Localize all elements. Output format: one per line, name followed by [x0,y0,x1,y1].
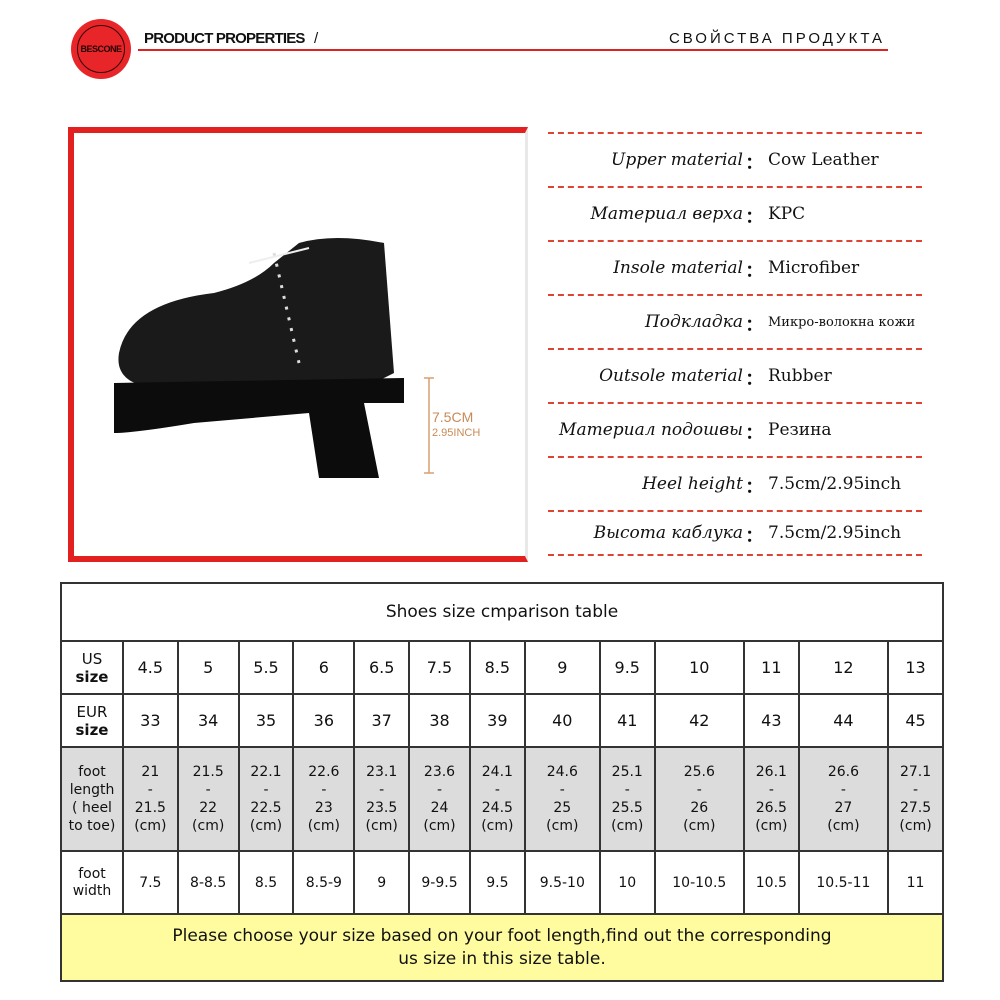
eur-size-header [61,694,123,747]
length-from: 26.6 [827,763,859,780]
foot-width-header [61,851,123,914]
property-value: 7.5cm/2.95inch [768,523,902,543]
label: ( heel [72,800,112,816]
length-to: 23.5 [366,800,398,816]
colon: ： [745,473,765,498]
label: foot [78,763,106,780]
label: size [75,720,109,739]
property-label: Insole material [613,258,743,278]
eur-size-cell: 35 [239,694,294,747]
eur-size-cell: 39 [470,694,525,747]
property-row [548,402,922,456]
length-to: 26.5 [755,800,787,816]
property-value: Резина [768,420,832,440]
property-label: Материал верха [590,204,743,224]
heel-height-cm: 7.5CM [432,409,474,425]
brand-logo-text: BESCONE [77,25,125,73]
unit: (cm) [134,818,167,835]
unit: (cm) [481,818,514,835]
length-to: 26 [690,800,709,816]
eur-size-cell: 44 [799,694,888,747]
table-title: Shoes size cmparison table [61,583,943,641]
colon: ： [745,203,765,228]
foot-length-cell: 26.1 - 26.5 (cm) [744,747,799,851]
length-from: 22.6 [308,763,340,780]
foot-width-cell: 11 [888,851,943,914]
property-row [548,132,922,186]
length-to: 25 [553,800,572,816]
eur-size-cell: 37 [354,694,409,747]
eur-size-cell: 40 [525,694,600,747]
property-row [548,240,922,294]
property-row [548,186,922,240]
foot-length-cell: 24.1 - 24.5 (cm) [470,747,525,851]
us-size-cell: 7.5 [409,641,470,694]
us-size-cell: 4.5 [123,641,178,694]
foot-width-cell: 10-10.5 [655,851,744,914]
eur-size-cell: 33 [123,694,178,747]
unit: (cm) [899,818,932,835]
us-size-header [61,641,123,694]
property-value: KPC [768,204,806,224]
foot-length-cell: 23.6 - 24 (cm) [409,747,470,851]
length-from: 27.1 [899,763,932,780]
foot-length-cell: 24.6 - 25 (cm) [525,747,600,851]
us-size-cell: 9.5 [600,641,655,694]
length-to: 22 [199,800,218,816]
us-size-cell: 5.5 [239,641,294,694]
property-label: Heel height [642,474,743,494]
length-from: 22.1 [250,763,282,780]
us-size-cell: 6 [293,641,354,694]
us-size-cell: 13 [888,641,943,694]
foot-length-header [61,747,123,851]
length-to: 27.5 [899,800,932,816]
colon: ： [745,419,765,444]
colon: ： [745,365,765,390]
eur-size-cell: 41 [600,694,655,747]
brand-logo [71,19,131,79]
label: EUR [76,702,108,721]
heel-height-inch: 2.95INCH [432,427,481,439]
notice-line: us size in this size table. [398,948,606,969]
property-label: Материал подошвы [559,420,743,440]
unit: (cm) [365,818,398,835]
us-size-cell: 12 [799,641,888,694]
unit: (cm) [755,818,788,835]
length-to: 25.5 [611,800,643,816]
length-to: 24.5 [481,800,513,816]
section-title-ru: СВОЙСТВА ПРОДУКТА [668,30,885,47]
foot-width-cell: 9 [354,851,409,914]
property-label: Подкладка [644,312,743,332]
us-size-cell: 9 [525,641,600,694]
size-comparison-table [60,582,944,982]
eur-size-cell: 36 [293,694,354,747]
foot-width-cell: 9-9.5 [409,851,470,914]
foot-width-cell: 8.5-9 [293,851,354,914]
us-size-cell: 8.5 [470,641,525,694]
foot-length-cell: 25.1 - 25.5 (cm) [600,747,655,851]
label: to toe) [68,818,116,835]
foot-length-cell: 26.6 - 27 (cm) [799,747,888,851]
foot-width-cell: 10.5-11 [799,851,888,914]
length-from: 24.1 [481,763,513,780]
foot-length-cell: 21.5 - 22 (cm) [178,747,239,851]
length-from: 26.1 [755,763,787,780]
section-title [144,30,317,47]
colon: ： [745,257,765,282]
foot-length-cell: 23.1 - 23.5 (cm) [354,747,409,851]
label: foot [78,865,106,882]
us-size-cell: 10 [655,641,744,694]
notice-line: Please choose your size based on your foot length,find out the corresponding [172,926,832,947]
foot-length-cell: 22.1 - 22.5 (cm) [239,747,294,851]
property-row [548,456,922,510]
title-text: PRODUCT PROPERTIES [144,30,305,47]
colon: ： [745,522,765,547]
unit: (cm) [192,818,225,835]
colon: ： [745,311,765,336]
boot-image [74,133,525,556]
unit: (cm) [546,818,579,835]
size-notice [61,914,943,981]
length-from: 25.6 [683,763,715,780]
property-row [548,348,922,402]
property-row [548,510,922,556]
eur-size-cell: 42 [655,694,744,747]
property-value: Microfiber [768,258,860,278]
label: size [75,667,109,686]
length-to: 21.5 [134,800,166,816]
eur-size-cell: 45 [888,694,943,747]
unit: (cm) [611,818,644,835]
foot-width-cell: 10.5 [744,851,799,914]
property-value: Микро-волокна кожи [768,314,916,330]
property-value: 7.5cm/2.95inch [768,474,902,494]
length-from: 25.1 [611,763,643,780]
property-label: Outsole material [599,366,743,386]
length-from: 24.6 [546,763,578,780]
foot-length-cell: 27.1 - 27.5 (cm) [888,747,943,851]
length-from: 23.1 [366,763,398,780]
foot-width-cell: 9.5-10 [525,851,600,914]
label: width [72,882,112,899]
length-to: 23 [314,800,333,816]
header-divider [138,49,888,51]
length-to: 24 [430,800,449,816]
unit: (cm) [423,818,456,835]
unit: (cm) [249,818,283,835]
foot-width-cell: 7.5 [123,851,178,914]
foot-length-cell: 21 - 21.5 (cm) [123,747,178,851]
title-slash: / [314,30,318,47]
property-row [548,294,922,348]
unit: (cm) [307,818,340,835]
length-from: 21.5 [192,763,224,780]
foot-width-cell: 10 [600,851,655,914]
eur-size-cell: 34 [178,694,239,747]
us-size-cell: 11 [744,641,799,694]
length-to: 27 [834,800,853,816]
length-from: 21 [141,763,160,780]
label: length [69,781,115,798]
foot-width-cell: 8.5 [239,851,294,914]
foot-length-cell: 22.6 - 23 (cm) [293,747,354,851]
foot-width-cell: 8-8.5 [178,851,239,914]
unit: (cm) [683,818,716,835]
properties-list [548,132,922,556]
eur-size-cell: 38 [409,694,470,747]
product-photo [68,127,528,562]
property-value: Rubber [768,366,832,386]
foot-width-cell: 9.5 [470,851,525,914]
unit: (cm) [827,818,860,835]
property-value: Cow Leather [768,150,879,170]
label: US [81,649,103,668]
foot-length-cell: 25.6 - 26 (cm) [655,747,744,851]
eur-size-cell: 43 [744,694,799,747]
property-label: Upper material [611,150,743,170]
colon: ： [745,149,765,174]
property-label: Высота каблука [593,523,743,543]
length-from: 23.6 [423,763,456,780]
us-size-cell: 6.5 [354,641,409,694]
us-size-cell: 5 [178,641,239,694]
length-to: 22.5 [250,800,282,816]
